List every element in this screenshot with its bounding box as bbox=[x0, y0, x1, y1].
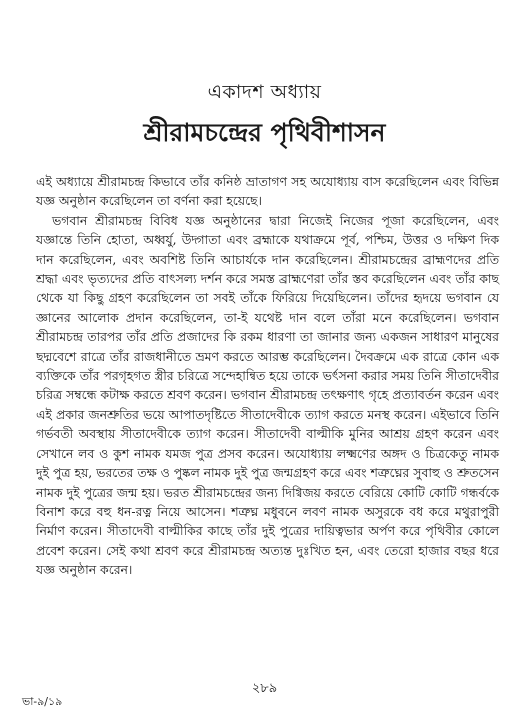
chapter-summary bbox=[36, 172, 499, 580]
page-number: ২৮৯ bbox=[251, 681, 278, 696]
signature-mark: ভা-৯/১৯ bbox=[22, 695, 63, 708]
summary-paragraph-intro: এই অধ্যায়ে শ্রীরামচন্দ্র কিভাবে তাঁর কনিষ্ঠ ভ্রাতাগণ সহ অযোধ্যায় বাস করেছিলেন এবং বিভিন্ন যজ্ঞ অনুষ্ঠান করেছিলেন তা বর্ণনা করা হয়েছে। bbox=[36, 174, 499, 209]
summary-paragraph-main: ভগবান শ্রীরামচন্দ্র বিবিধ যজ্ঞ অনুষ্ঠানের দ্বারা নিজেই নিজের পূজা করেছিলেন, এবং যজ্ঞান্তে তিনি হোতা, অধ্বর্যু, উদ্গাতা এবং ব্রহ্মাকে যথাক্রমে পূর্ব, পশ্চিম, উত্তর ও দক্ষিণ দিক দান করেছিলেন, এবং অবশিষ্ট তিনি আচার্যকে দান করেছিলেন। শ্রীরামচন্দ্রের ব্রাহ্মণদের প্রতি শ্রদ্ধা এবং ভৃত্যদের প্রতি বাৎসল্য দর্শন করে সমস্ত ব্রাহ্মণেরা তাঁর স্তব করেছিলেন এবং তাঁর কাছ থেকে যা কিছু গ্রহণ করেছিলেন তা সবই তাঁকে ফিরিয়ে দিয়েছিলেন। তাঁদের হৃদয়ে ভগবান যে জ্ঞানের আলোক প্রদান করেছিলেন, তা-ই যথেষ্ট দান বলে তাঁরা মনে করেছিলেন। ভগবান শ্রীরামচন্দ্র তারপর তাঁর প্রতি প্রজাদের কি রকম ধারণা তা জানার জন্য একজন সাধারণ মানুষের ছদ্মবেশে রাত্রে তাঁর রাজধানীতে ভ্রমণ করতে আরম্ভ করেছিলেন। দৈবক্রমে এক রাত্রে কোন এক ব্যক্তিকে তাঁর পরগৃহগত স্ত্রীর চরিত্রে সন্দেহান্বিত হয়ে তাকে ভর্ৎসনা করার সময় তিনি সীতাদেবীর চরিত্র সম্বন্ধে কটাক্ষ করতে শ্রবণ করেন। ভগবান শ্রীরামচন্দ্র তৎক্ষণাৎ গৃহে প্রত্যাবর্তন করেন এবং এই প্রকার জনশ্রুতির ভয়ে আপাতদৃষ্টিতে সীতাদেবীকে ত্যাগ করতে মনস্থ করেন। এইভাবে তিনি গর্ভবতী অবস্থায় সীতাদেবীকে ত্যাগ করেন। সীতাদেবী বাল্মীকি মুনির আশ্রয় গ্রহণ করেন এবং সেখানে লব ও কুশ নামক যমজ পুত্র প্রসব করেন। অযোধ্যায় লক্ষ্মণের অঙ্গদ ও চিত্রকেতু নামক দুই পুত্র হয়, ভরতের তক্ষ ও পুষ্কল নামক দুই পুত্র জন্মগ্রহণ করে এবং শত্রুঘ্নের সুবাহু ও শ্রুতসেন নামক দুই পুত্রের জন্ম হয়। ভরত শ্রীরামচন্দ্রের জন্য দিগ্বিজয় করতে বেরিয়ে কোটি কোটি গন্ধর্বকে বিনাশ করে বহু ধন-রত্ন নিয়ে আসেন। শত্রুঘ্ন মধুবনে লবণ নামক অসুরকে বধ করে মথুরাপুরী নির্মাণ করেন। সীতাদেবী বাল্মীকির কাছে তাঁর দুই পুত্রের দায়িত্বভার অর্পণ করে পৃথিবীর কোলে প্রবেশ করেন। সেই কথা শ্রবণ করে শ্রীরামচন্দ্র অত্যন্ত দুঃখিত হন, এবং তেরো হাজার বছর ধরে যজ্ঞ অনুষ্ঠান করেন। bbox=[36, 212, 499, 578]
chapter-title: শ্রীরামচন্দ্রের পৃথিবীশাসন bbox=[143, 118, 386, 147]
chapter-number: একাদশ অধ্যায় bbox=[207, 81, 322, 103]
